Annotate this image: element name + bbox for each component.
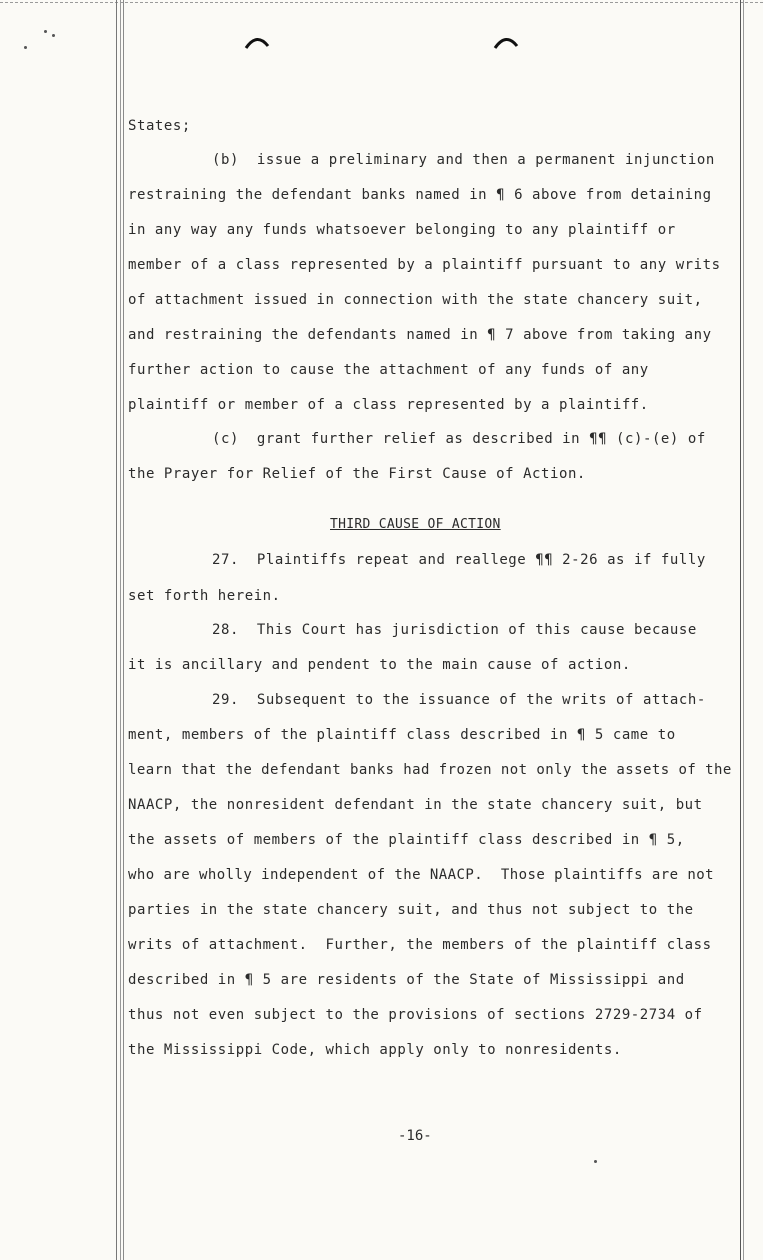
page-number: -16- <box>398 1128 432 1144</box>
scan-speck <box>44 30 47 33</box>
text-line: the Mississippi Code, which apply only to nonresidents. <box>128 1042 622 1058</box>
section-heading: THIRD CAUSE OF ACTION <box>330 517 501 532</box>
text-line: ment, members of the plaintiff class described in ¶ 5 came to <box>128 727 676 743</box>
text-line: parties in the state chancery suit, and thus not subject to the <box>128 902 694 918</box>
text-line: the assets of members of the plaintiff class described in ¶ 5, <box>128 832 685 848</box>
text-line: (c) grant further relief as described in ¶¶ (c)-(e) of <box>212 431 706 447</box>
text-line: 27. Plaintiffs repeat and reallege ¶¶ 2-26 as if fully <box>212 552 706 568</box>
text-line: (b) issue a preliminary and then a permanent injunction <box>212 152 715 168</box>
scan-speck <box>52 34 55 37</box>
text-line: described in ¶ 5 are residents of the State of Mississippi and <box>128 972 685 988</box>
left-margin-rule <box>116 0 121 1260</box>
text-line: plaintiff or member of a class represented by a plaintiff. <box>128 397 649 413</box>
scan-speck <box>594 1160 597 1163</box>
binder-hole-mark <box>492 34 520 50</box>
text-line: further action to cause the attachment of any funds of any <box>128 362 649 378</box>
top-dashed-border <box>0 2 763 3</box>
left-margin-rule-inner <box>123 0 124 1260</box>
text-line: who are wholly independent of the NAACP. Those plaintiffs are not <box>128 867 714 883</box>
text-line: learn that the defendant banks had frozen not only the assets of the <box>128 762 732 778</box>
text-line: writs of attachment. Further, the members of the plaintiff class <box>128 937 712 953</box>
text-line: set forth herein. <box>128 588 281 604</box>
text-line: and restraining the defendants named in ¶ 7 above from taking any <box>128 327 712 343</box>
text-line: States; <box>128 118 191 134</box>
text-line: 29. Subsequent to the issuance of the writs of attach- <box>212 692 706 708</box>
text-line: in any way any funds whatsoever belonging to any plaintiff or <box>128 222 676 238</box>
binder-hole-mark <box>243 34 271 50</box>
text-line: of attachment issued in connection with the state chancery suit, <box>128 292 703 308</box>
text-line: the Prayer for Relief of the First Cause of Action. <box>128 466 586 482</box>
text-line: it is ancillary and pendent to the main cause of action. <box>128 657 631 673</box>
text-line: thus not even subject to the provisions of sections 2729-2734 of <box>128 1007 703 1023</box>
right-margin-rule <box>740 0 744 1260</box>
text-line: NAACP, the nonresident defendant in the state chancery suit, but <box>128 797 703 813</box>
text-line: 28. This Court has jurisdiction of this cause because <box>212 622 697 638</box>
scan-speck <box>24 46 27 49</box>
text-line: restraining the defendant banks named in ¶ 6 above from detaining <box>128 187 712 203</box>
text-line: member of a class represented by a plaintiff pursuant to any writs <box>128 257 721 273</box>
